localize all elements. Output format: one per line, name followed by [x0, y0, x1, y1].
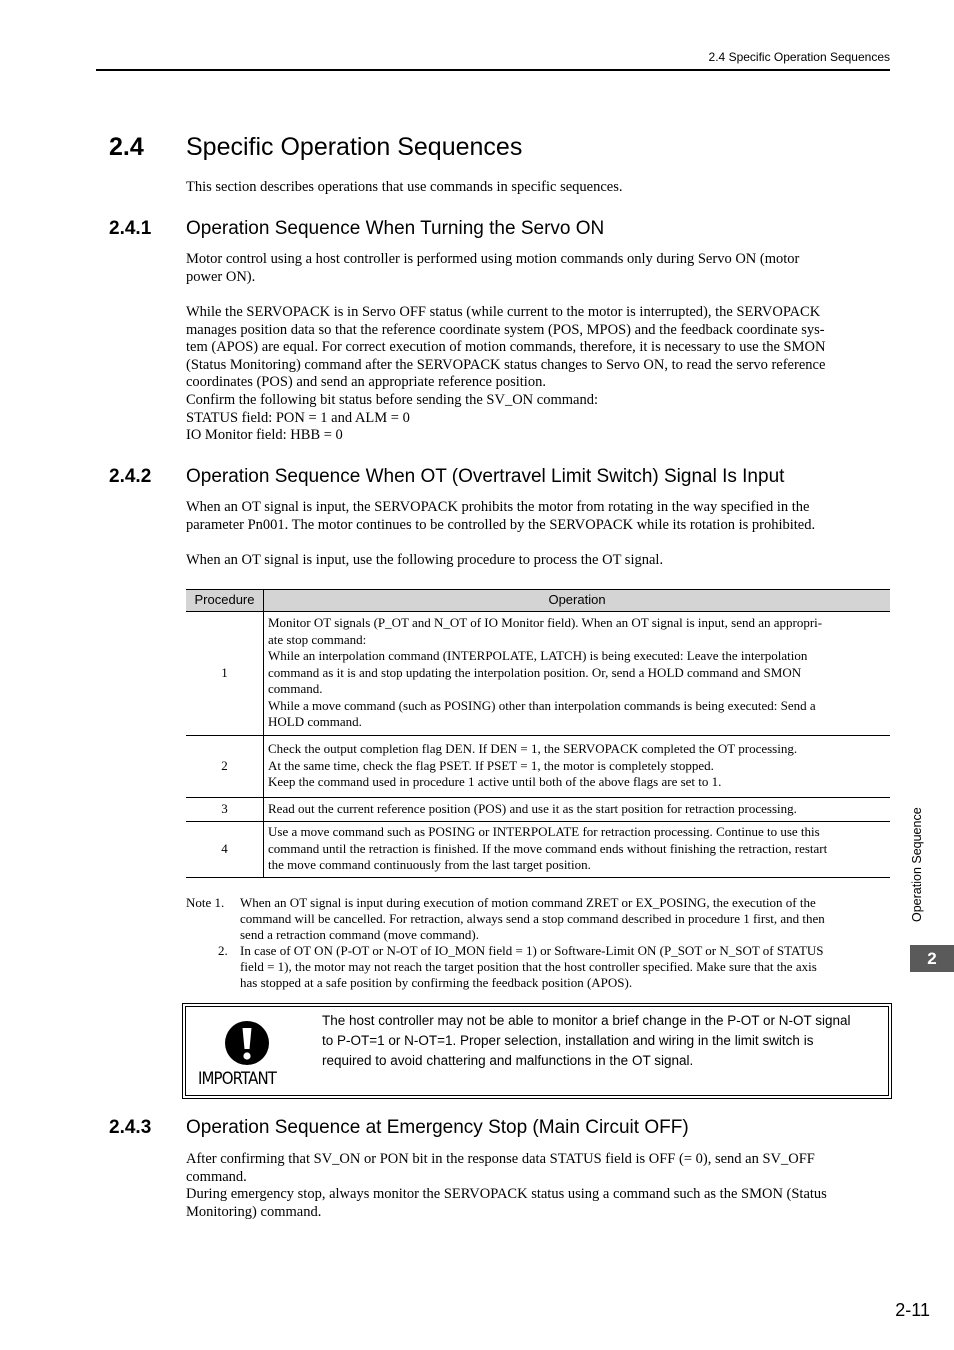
paragraph: While the SERVOPACK is in Servo OFF status (while current to the motor is interrupted), the SERVOPACK manages position data so that the reference coordinate system (POS, MPOS) and the feedback coordinate sys- tem (APOS) are equal. For correct execution of motion commands, therefore, it is necessary to use the SMON (Status Monitoring) command after the SERVOPACK status changes to Servo ON, to read the servo reference coordinates (POS) and send an appropriate reference position. Confirm the following bit status before sending the SV_ON command: STATUS field: PON = 1 and ALM = 0 IO Monitor field: HBB = 0 — [186, 304, 826, 444]
column-header-procedure: Procedure — [186, 590, 264, 612]
section-intro: This section describes operations that use commands in specific sequences. — [186, 179, 623, 195]
paragraph: After confirming that SV_ON or PON bit in the response data STATUS field is OFF (= 0), send an SV_OFF command. During emergency stop, always monitor the SERVOPACK status using a command such as the SMON (Status Monitoring) command. — [186, 1151, 827, 1220]
operation-cell: Use a move command such as POSING or INTERPOLATE for retraction processing. Continue to use this command until the retraction is finished. If the move command ends without finishing the retraction, restart the move command continuously from the last target position. — [264, 821, 891, 877]
procedure-number: 4 — [186, 821, 264, 877]
paragraph: Motor control using a host controller is performed using motion commands only during Servo ON (motor power ON). — [186, 251, 800, 285]
chapter-tab: 2 — [910, 945, 954, 972]
running-header: 2.4 Specific Operation Sequences — [708, 50, 890, 64]
side-tab-label: Operation Sequence — [910, 807, 924, 922]
page-number: 2-11 — [895, 1300, 930, 1320]
subsection-title: Operation Sequence at Emergency Stop (Main Circuit OFF) — [186, 1117, 689, 1138]
column-header-operation: Operation — [264, 590, 891, 612]
notes — [186, 895, 892, 991]
section-number: 2.4 — [109, 133, 144, 161]
subsection-title: Operation Sequence When OT (Overtravel Limit Switch) Signal Is Input — [186, 466, 785, 487]
section-heading — [109, 133, 522, 162]
note-2: 2. In case of OT ON (P-OT or N-OT of IO_MON field = 1) or Software-Limit ON (P_SOT or N_SOT of STATUS field = 1), the motor may not reach the target position that the host controller specified. Make sure that the axis has stopped at a safe position by confirming the feedback position (APOS). — [218, 943, 824, 990]
table-row — [186, 611, 890, 735]
subsection-number: 2.4.3 — [109, 1117, 152, 1138]
paragraph: When an OT signal is input, the SERVOPACK prohibits the motor from rotating in the way specified in the parameter Pn001. The motor continues to be controlled by the SERVOPACK while its rotation is prohibited. — [186, 499, 816, 533]
important-text: The host controller may not be able to monitor a brief change in the P-OT or N-OT signal to P-OT=1 or N-OT=1. Proper selection, installation and wiring in the limit switch is required to avoid chattering and malfunctions in the OT signal. — [322, 1013, 851, 1068]
subsection-heading-2-4-3 — [109, 1117, 689, 1139]
note-1: Note 1. When an OT signal is input during execution of motion command ZRET or EX_POSING, the execution of the command will be cancelled. For retraction, always send a stop command described in procedure 1 first, and then send a retraction command (move command). — [186, 895, 825, 942]
table-header-row — [186, 590, 890, 612]
important-callout — [185, 1006, 889, 1096]
operation-cell: Read out the current reference position (POS) and use it as the start position for retraction processing. — [264, 797, 891, 821]
subsection-heading-2-4-2 — [109, 466, 784, 488]
subsection-number: 2.4.1 — [109, 218, 152, 239]
table-row — [186, 821, 890, 877]
table-row — [186, 735, 890, 797]
procedure-table — [186, 589, 890, 878]
subsection-heading-2-4-1 — [109, 218, 604, 240]
header-rule — [96, 69, 890, 71]
subsection-title: Operation Sequence When Turning the Servo ON — [186, 218, 605, 239]
paragraph: When an OT signal is input, use the following procedure to process the OT signal. — [186, 552, 664, 568]
subsection-number: 2.4.2 — [109, 466, 152, 487]
operation-cell: Monitor OT signals (P_OT and N_OT of IO Monitor field). When an OT signal is input, send an appropri- ate stop command: While an interpolation command (INTERPOLATE, LATCH) is being executed: Leave the interpolation command as it is and stop updating the interpolation position. Or, send a HOLD command and SMON command. While a move command (such as POSING) other than interpolation commands is being executed: Send a HOLD command. — [264, 611, 891, 735]
procedure-number: 2 — [186, 735, 264, 797]
exclamation-icon — [224, 1020, 270, 1066]
important-label: IMPORTANT — [198, 1069, 277, 1089]
table-row — [186, 797, 890, 821]
procedure-number: 3 — [186, 797, 264, 821]
procedure-number: 1 — [186, 611, 264, 735]
operation-cell: Check the output completion flag DEN. If DEN = 1, the SERVOPACK completed the OT processing. At the same time, check the flag PSET. If PSET = 1, the motor is completely stopped. Keep the command used in procedure 1 active until both of the above flags are set to 1. — [264, 735, 891, 797]
section-title: Specific Operation Sequences — [186, 133, 523, 161]
